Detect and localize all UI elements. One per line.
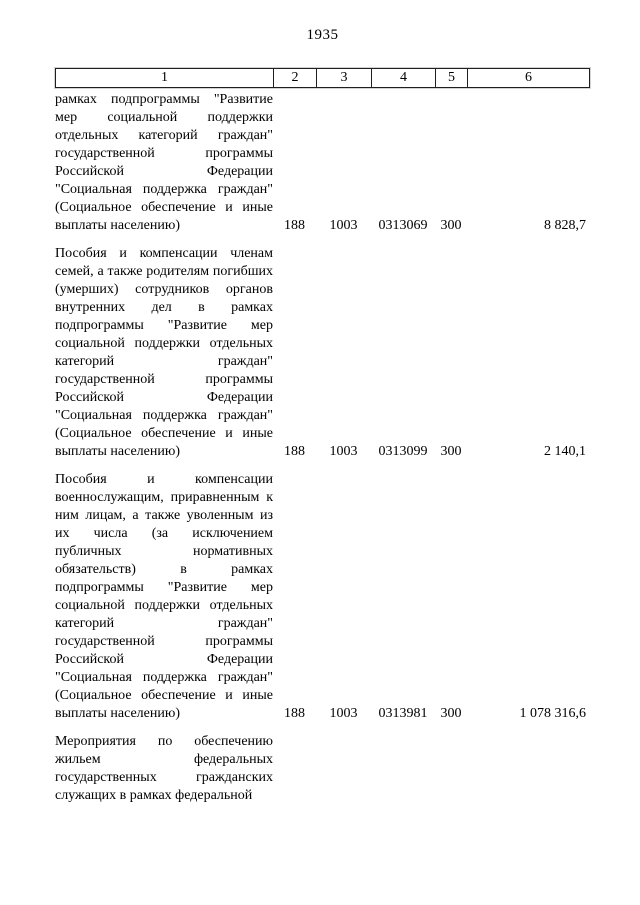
header-cell-5: 5 — [436, 69, 468, 87]
amount-cell: 1 078 316,6 — [519, 706, 586, 721]
header-cell-1: 1 — [56, 69, 274, 87]
expense-name-cell: Пособия и компенсации членам семей, а также родителям погибших (умерших) сотрудников органов внутренних дел в рамках подпрограммы "Развитие мер социальной поддержки отдельных категорий граждан" государственной программы Российской Федерации "Социальная поддержка граждан" (Социальное обеспечение и иные выплаты населению) — [55, 246, 273, 459]
grbs-code-cell: 188 — [284, 444, 305, 459]
grbs-code-cell: 188 — [284, 706, 305, 721]
expense-type-cell: 300 — [440, 706, 462, 721]
expense-type-cell: 300 — [440, 444, 462, 459]
amount-cell: 2 140,1 — [544, 444, 586, 459]
table-row — [55, 245, 590, 461]
table-header-row — [55, 68, 590, 88]
budget-table — [55, 68, 590, 805]
section-code-cell: 1003 — [329, 706, 358, 721]
table-body — [55, 91, 590, 805]
page-number: 1935 — [306, 27, 339, 43]
amount-cell: 8 828,7 — [544, 218, 586, 233]
section-code-cell: 1003 — [329, 444, 358, 459]
expense-name-cell: Пособия и компенсации военнослужащим, приравненным к ним лицам, а также уволенным из их числа (за исключением публичных нормативных обязательств) в рамках подпрограммы "Развитие мер социальной поддержки отдельных категорий граждан" государственной программы Российской Федерации "Социальная поддержка граждан" (Социальное обеспечение и иные выплаты населению) — [55, 472, 273, 721]
expense-name-cell: рамках подпрограммы "Развитие мер социальной поддержки отдельных категорий граждан" государственной программы Российской Федерации "Социальная поддержка граждан" (Социальное обеспечение и иные выплаты населению) — [55, 92, 273, 233]
header-cell-3: 3 — [317, 69, 372, 87]
table-row — [55, 733, 590, 805]
table-row — [55, 471, 590, 723]
expense-name-cell: Мероприятия по обеспечению жильем федеральных государственных гражданских служащих в рамках федеральной — [55, 734, 273, 803]
header-cell-6: 6 — [525, 70, 532, 85]
section-code-cell: 1003 — [329, 218, 358, 233]
expense-type-cell: 300 — [440, 218, 462, 233]
target-item-cell: 0313981 — [378, 706, 428, 721]
grbs-code-cell: 188 — [284, 218, 305, 233]
target-item-cell: 0313069 — [378, 218, 428, 233]
header-cell-2: 2 — [274, 69, 317, 87]
header-cell-4: 4 — [372, 69, 436, 87]
table-row — [55, 91, 590, 235]
target-item-cell: 0313099 — [378, 444, 428, 459]
